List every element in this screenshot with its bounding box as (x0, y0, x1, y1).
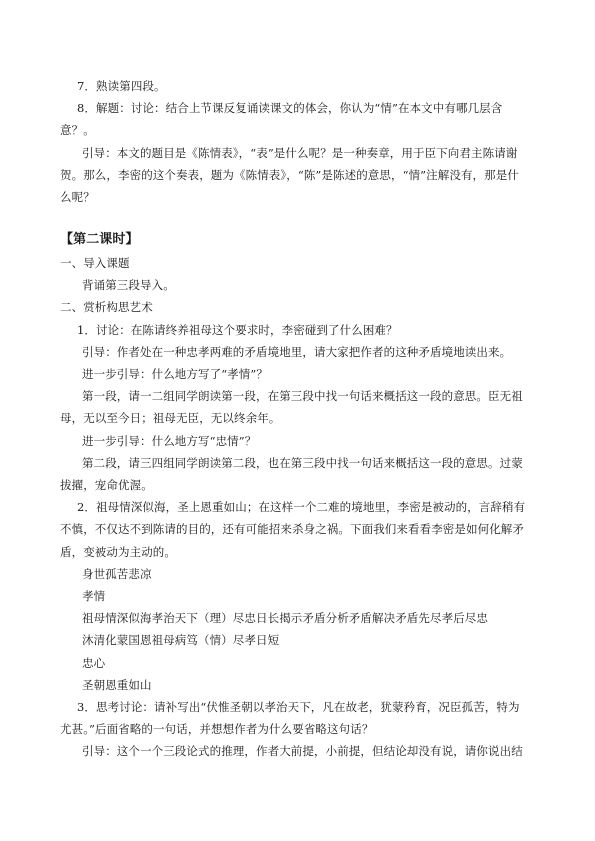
text-line: 身世孤苦悲凉 (82, 567, 152, 581)
text-line: 孝情 (82, 589, 106, 603)
text-line: 贺。那么，李密的这个奏表，题为《陈情表》，“陈”是陈述的意思，“情”注解没有，那是什 (60, 168, 519, 182)
text-line: 3．思考讨论：请补写出“伏惟圣朝以孝治天下，凡在故老，犹蒙矜育，况臣孤苦，特为 (77, 700, 520, 714)
text-line: 引导：作者处在一种忠孝两难的矛盾境地里，请大家把作者的这种矛盾境地读出来。 (82, 345, 512, 359)
text-line: 背诵第三段导入。 (82, 278, 175, 292)
text-line: 引导：本文的题目是《陈情表》，“表”是什么呢？是一种奏章，用于臣下向君主陈请谢 (82, 146, 518, 160)
text-line: 母，无以至今日；祖母无臣，无以终余年。 (60, 411, 281, 425)
text-line: 忠心 (82, 656, 106, 670)
text-line: 第一段，请一二组同学朗读第一段，在第三段中找一句话来概括这一段的意思。臣无祖 (82, 389, 523, 403)
text-line: 7．熟读第四段。 (77, 79, 166, 93)
text-line: 祖母情深似海孝治天下（理）尽忠日长揭示矛盾分析矛盾解决矛盾先尽孝后尽忠 (82, 611, 488, 625)
text-line: 引导：这个一个三段论式的推理，作者大前提，小前提，但结论却没有说，请你说出结 (82, 744, 523, 758)
text-line: 不慎，不仅达不到陈请的目的，还有可能招来杀身之祸。下面我们来看看李密是如何化解矛 (60, 522, 524, 536)
text-line: 8．解题：讨论：结合上节课反复诵读课文的体会，你认为“情”在本文中有哪几层含 (77, 101, 503, 115)
section-heading: 【第二课时】 (60, 232, 139, 247)
text-line: 一、导入课题 (60, 256, 130, 270)
text-line: 2．祖母情深似海，圣上恩重如山；在这样一个二难的境地里，李密是被动的，言辞稍有 (77, 500, 526, 514)
text-line: 么呢？ (60, 190, 95, 204)
text-line: 进一步引导：什么地方写了“孝情”？ (82, 367, 268, 381)
text-line: 尤甚。”后面省略的一句话，并想想作者为什么要省略这句话？ (60, 722, 374, 736)
text-line: 圣朝恩重如山 (82, 678, 152, 692)
text-line: 盾，变被动为主动的。 (60, 545, 176, 559)
text-line: 二、赏析构思艺术 (60, 300, 153, 314)
text-line: 意？。 (60, 123, 95, 137)
text-line: 进一步引导：什么地方写“忠情”？ (82, 434, 257, 448)
text-line: 1．讨论：在陈请终养祖母这个要求时，李密碰到了什么困难？ (77, 323, 398, 337)
text-line: 拔擢，宠命优渥。 (60, 478, 153, 492)
text-line: 第二段，请三四组同学朗读第二段，也在第三段中找一句话来概括这一段的意思。过蒙 (82, 456, 523, 470)
text-line: 沐清化蒙国恩祖母病笃（情）尽孝日短 (82, 633, 280, 647)
